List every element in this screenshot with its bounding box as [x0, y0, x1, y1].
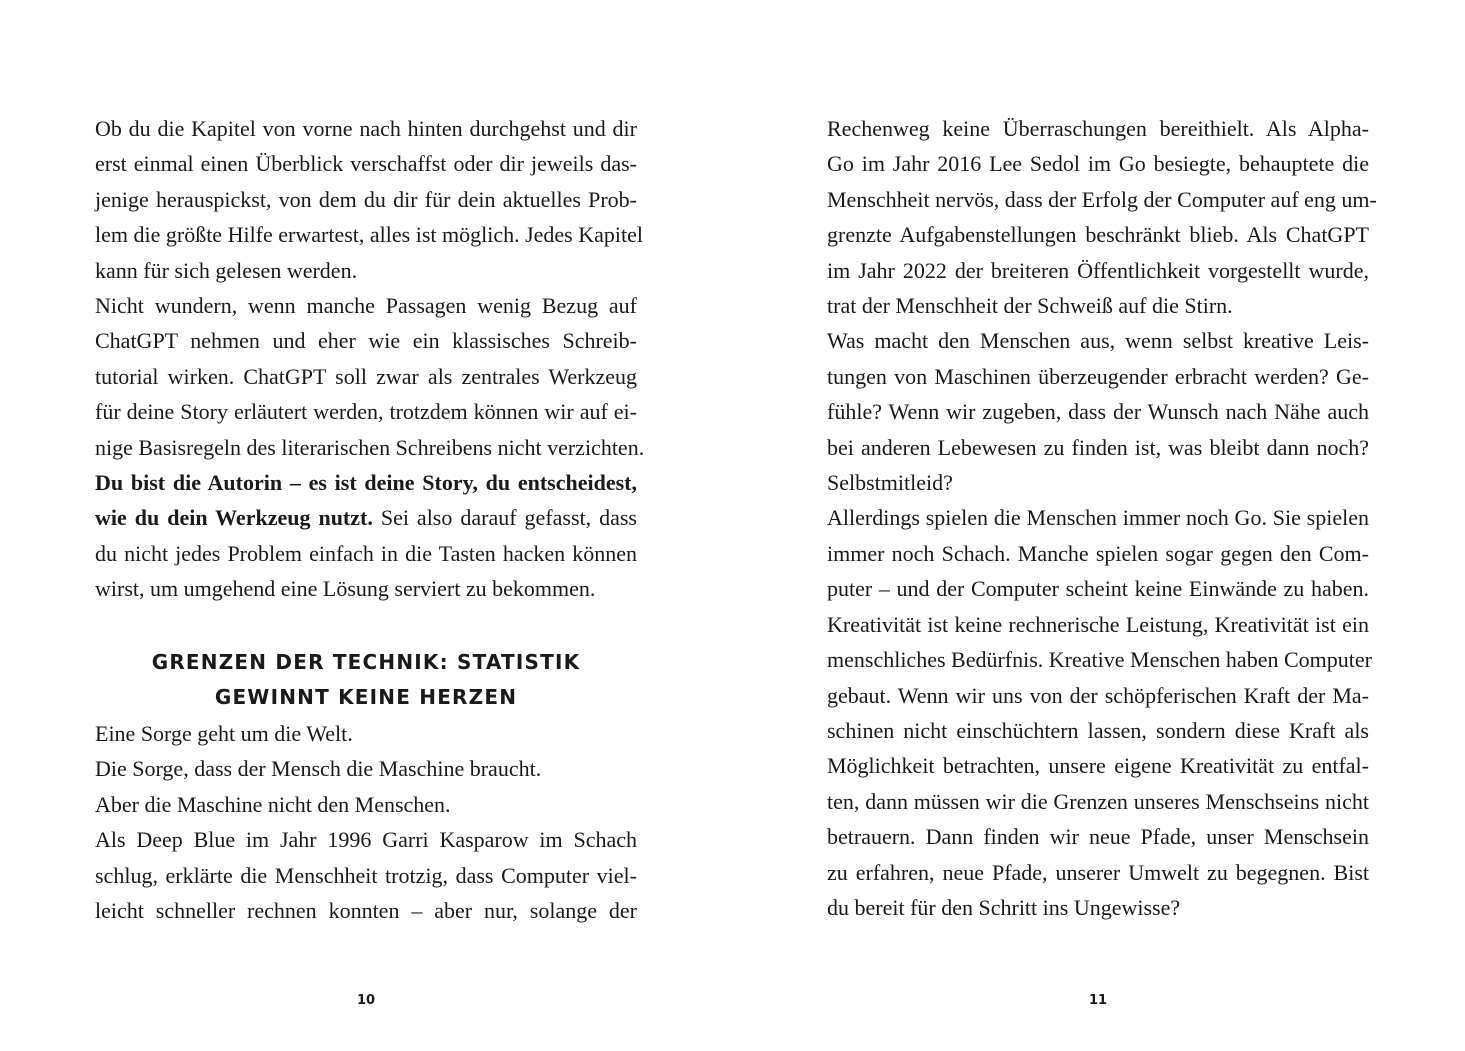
paragraph	[95, 822, 637, 928]
text-line: nige Basisregeln des literarischen Schreibens nicht verzichten.	[95, 434, 645, 460]
text-line: Go im Jahr 2016 Lee Sedol im Go besiegte, behauptete die	[827, 151, 1369, 177]
text-line: du nicht jedes Problem einfach in die Tasten hacken können	[95, 540, 637, 566]
page-number: 10	[356, 993, 376, 1008]
text-line: schlug, erklärte die Menschheit trotzig, dass Computer viel-	[95, 862, 637, 888]
paragraph	[827, 500, 1372, 925]
heading-line: GRENZEN DER TECHNIK: STATISTIK	[151, 650, 581, 674]
left-column-upper	[95, 111, 645, 607]
text-line: ten, dann müssen wir die Grenzen unseres Menschseins nicht	[827, 788, 1369, 814]
text-line: Allerdings spielen die Menschen immer noch Go. Sie spielen	[827, 505, 1369, 531]
paragraph	[95, 288, 645, 465]
text-line: du bereit für den Schritt ins Ungewisse?	[827, 894, 1181, 920]
text-line: Kreativität ist keine rechnerische Leistung, Kreativität ist ein	[827, 611, 1369, 637]
text-line: betrauern. Dann finden wir neue Pfade, unser Menschsein	[827, 824, 1369, 850]
text-line: kann für sich gelesen werden.	[95, 257, 358, 283]
section-heading	[95, 645, 637, 715]
text-line: Eine Sorge geht um die Welt.	[95, 721, 353, 746]
text-line: Aber die Maschine nicht den Menschen.	[95, 791, 451, 817]
text-line: Möglichkeit betrachten, unsere eigene Kreativität zu entfal-	[827, 753, 1369, 779]
text-line: Nicht wundern, wenn manche Passagen wenig Bezug auf	[95, 293, 637, 319]
text-line: Selbstmitleid?	[827, 470, 953, 496]
text-segment: Sei also darauf gefasst, dass	[372, 505, 637, 531]
text-line: Als Deep Blue im Jahr 1996 Garri Kasparow im Schach	[95, 827, 637, 853]
text-line: grenzte Aufgabenstellungen beschränkt blieb. Als ChatGPT	[827, 222, 1369, 248]
paragraph	[95, 465, 637, 607]
text-line: im Jahr 2022 der breiteren Öffentlichkeit vorgestellt wurde,	[827, 257, 1369, 283]
text-line: erst einmal einen Überblick verschaffst oder dir jeweils das-	[95, 151, 637, 177]
text-line: trat der Menschheit der Schweiß auf die Stirn.	[827, 293, 1233, 319]
right-page	[732, 0, 1465, 1051]
text-line: Rechenweg keine Überraschungen bereithielt. Als Alpha-	[827, 116, 1369, 141]
text-line: schinen nicht einschüchtern lassen, sondern diese Kraft als	[827, 717, 1369, 743]
text-line: lem die größte Hilfe erwartest, alles ist möglich. Jedes Kapitel	[95, 222, 644, 248]
text-line: für deine Story erläutert werden, trotzdem können wir auf ei-	[95, 399, 637, 425]
text-line: ChatGPT nehmen und eher wie ein klassisches Schreib-	[95, 328, 637, 354]
text-line: tutorial wirken. ChatGPT soll zwar als zentrales Werkzeug	[95, 363, 637, 389]
page-number: 11	[1088, 993, 1108, 1008]
text-line: wirst, um umgehend eine Lösung serviert zu bekommen.	[95, 576, 596, 602]
text-line: menschliches Bedürfnis. Kreative Menschen haben Computer	[827, 647, 1372, 673]
paragraph	[827, 323, 1369, 500]
text-line: bei anderen Lebewesen zu finden ist, was bleibt dann noch?	[827, 434, 1369, 460]
text-line: Menschheit nervös, dass der Erfolg der Computer auf eng um-	[827, 186, 1377, 212]
text-line: Ob du die Kapitel von vorne nach hinten durchgehst und dir	[95, 116, 637, 141]
text-line: zu erfahren, neue Pfade, unserer Umwelt zu begegnen. Bist	[827, 859, 1369, 885]
text-line: tungen von Maschinen überzeugender erbracht werden? Ge-	[827, 363, 1369, 389]
text-line: jenige herauspickst, von dem du dir für dein aktuelles Prob-	[95, 186, 637, 212]
paragraph	[827, 111, 1377, 323]
text-line: puter – und der Computer scheint keine Einwände zu haben.	[827, 576, 1369, 602]
left-column-lower	[95, 716, 637, 928]
text-line: Was macht den Menschen aus, wenn selbst kreative Leis-	[827, 328, 1369, 354]
text-line: Die Sorge, dass der Mensch die Maschine braucht.	[95, 756, 542, 782]
heading-line: GEWINNT KEINE HERZEN	[214, 685, 518, 709]
text-line: gebaut. Wenn wir uns von der schöpferischen Kraft der Ma-	[827, 682, 1369, 708]
left-page	[0, 0, 732, 1051]
paragraph	[95, 111, 644, 288]
text-line: leicht schneller rechnen konnten – aber nur, solange der	[95, 898, 637, 924]
text-line	[95, 500, 637, 535]
bold-text: wie du dein Werkzeug nutzt.	[95, 505, 373, 531]
bold-text-line: Du bist die Autorin – es ist deine Story, du entscheidest,	[95, 470, 637, 496]
text-line: fühle? Wenn wir zugeben, dass der Wunsch nach Nähe auch	[827, 399, 1369, 425]
text-line: immer noch Schach. Manche spielen sogar gegen den Com-	[827, 540, 1369, 566]
right-column	[827, 111, 1377, 925]
